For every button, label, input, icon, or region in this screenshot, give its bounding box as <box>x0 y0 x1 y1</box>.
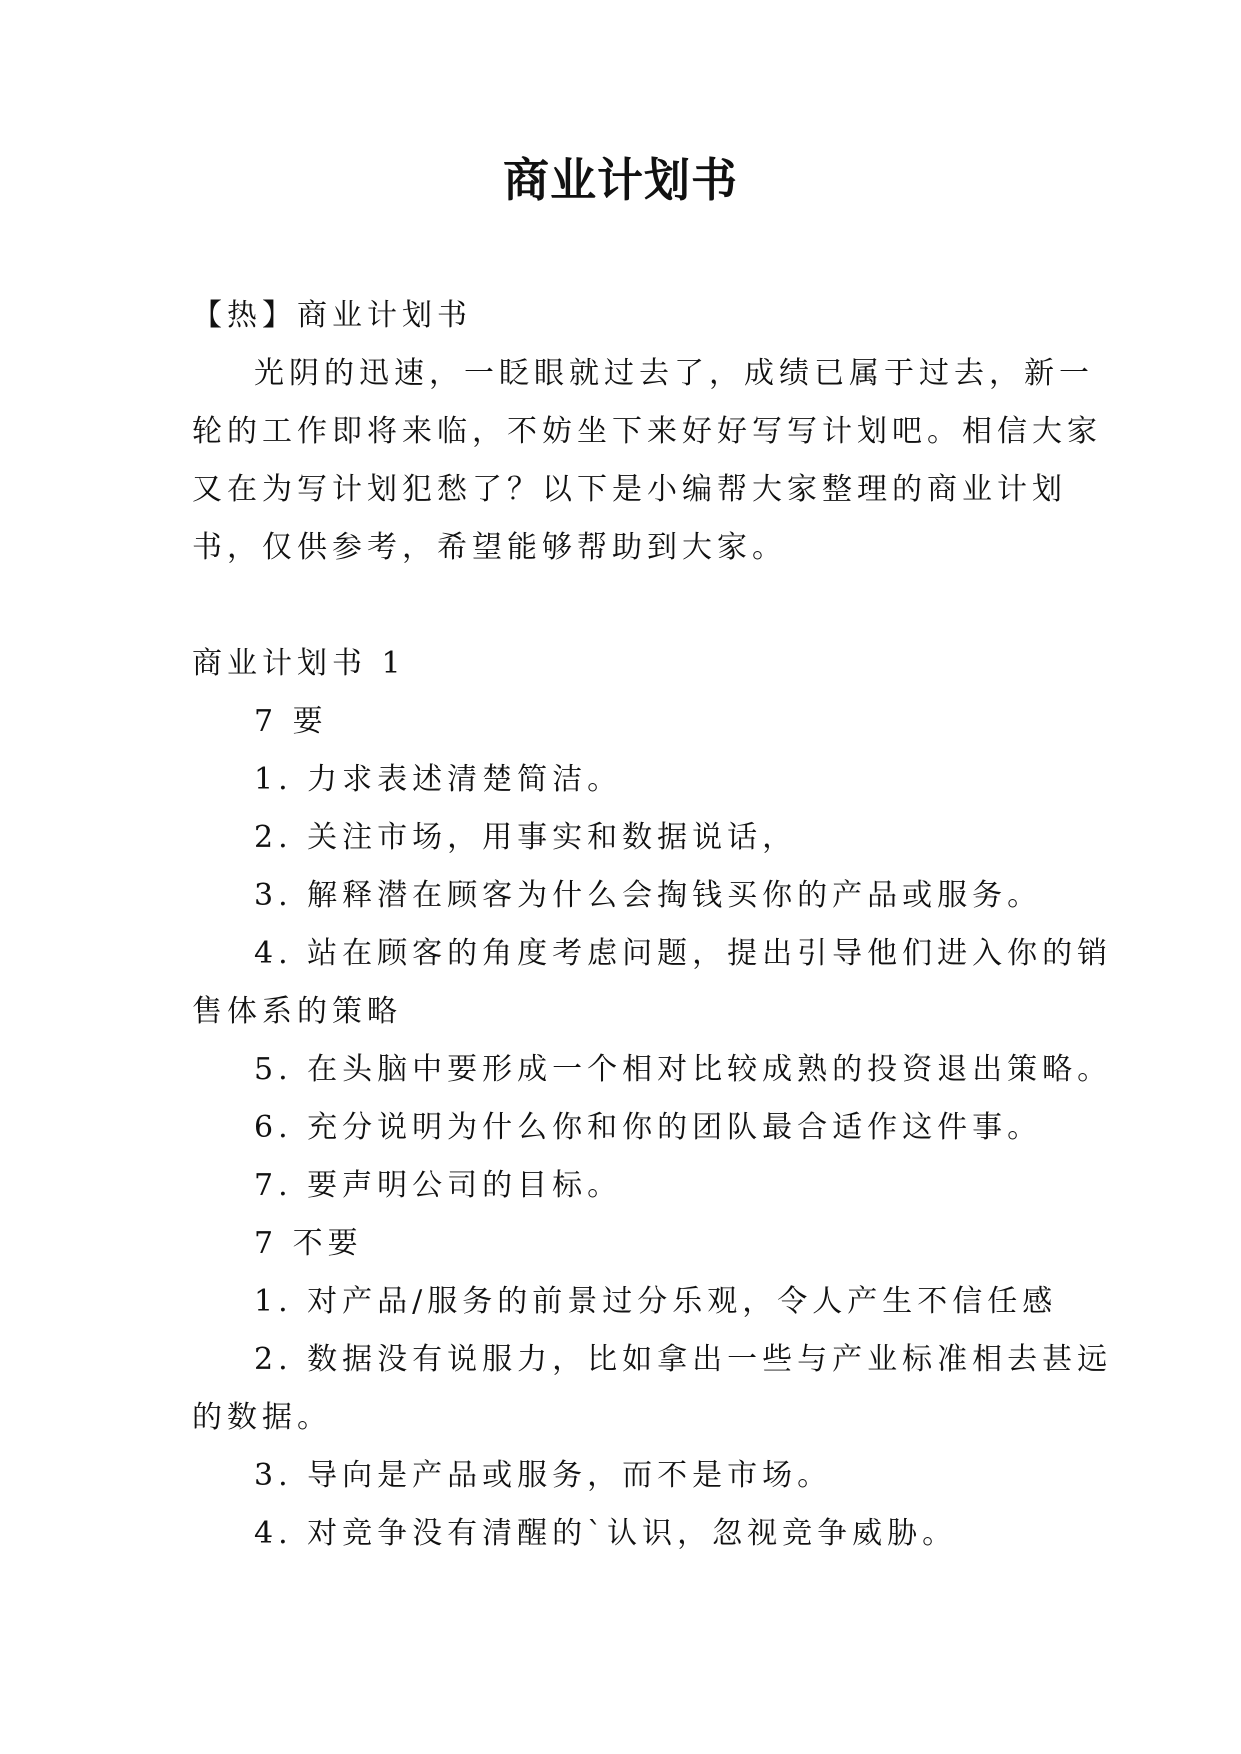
section-heading: 商业计划书 1 <box>192 646 406 681</box>
dont-item-2-continued: 的数据。 <box>192 1400 332 1435</box>
intro-line-4: 书，仅供参考，希望能够帮助到大家。 <box>192 530 787 565</box>
do-item-2: 2. 关注市场，用事实和数据说话， <box>254 820 798 855</box>
dont-item-3: 3. 导向是产品或服务，而不是市场。 <box>254 1458 833 1493</box>
dont-heading: 7 不要 <box>254 1226 363 1261</box>
intro-line-1: 光阴的迅速，一眨眼就过去了，成绩已属于过去，新一 <box>254 356 1094 391</box>
do-item-7: 7. 要声明公司的目标。 <box>254 1168 623 1203</box>
dont-item-2: 2. 数据没有说服力，比如拿出一些与产业标准相去甚远 <box>254 1342 1113 1377</box>
dont-item-1: 1. 对产品/服务的前景过分乐观，令人产生不信任感 <box>254 1284 1058 1319</box>
subtitle: 【热】商业计划书 <box>192 298 472 333</box>
do-item-6: 6. 充分说明为什么你和你的团队最合适作这件事。 <box>254 1110 1043 1145</box>
intro-line-3: 又在为写计划犯愁了？以下是小编帮大家整理的商业计划 <box>192 472 1067 507</box>
intro-line-2: 轮的工作即将来临，不妨坐下来好好写写计划吧。相信大家 <box>192 414 1102 449</box>
do-item-4-continued: 售体系的策略 <box>192 994 402 1029</box>
document-title: 商业计划书 <box>503 153 738 207</box>
do-item-1: 1. 力求表述清楚简洁。 <box>254 762 623 797</box>
do-item-3: 3. 解释潜在顾客为什么会掏钱买你的产品或服务。 <box>254 878 1043 913</box>
do-item-4: 4. 站在顾客的角度考虑问题，提出引导他们进入你的销 <box>254 936 1113 971</box>
do-heading: 7 要 <box>254 704 328 739</box>
dont-item-4: 4. 对竞争没有清醒的`认识，忽视竞争威胁。 <box>254 1516 958 1551</box>
do-item-5: 5. 在头脑中要形成一个相对比较成熟的投资退出策略。 <box>254 1052 1113 1087</box>
